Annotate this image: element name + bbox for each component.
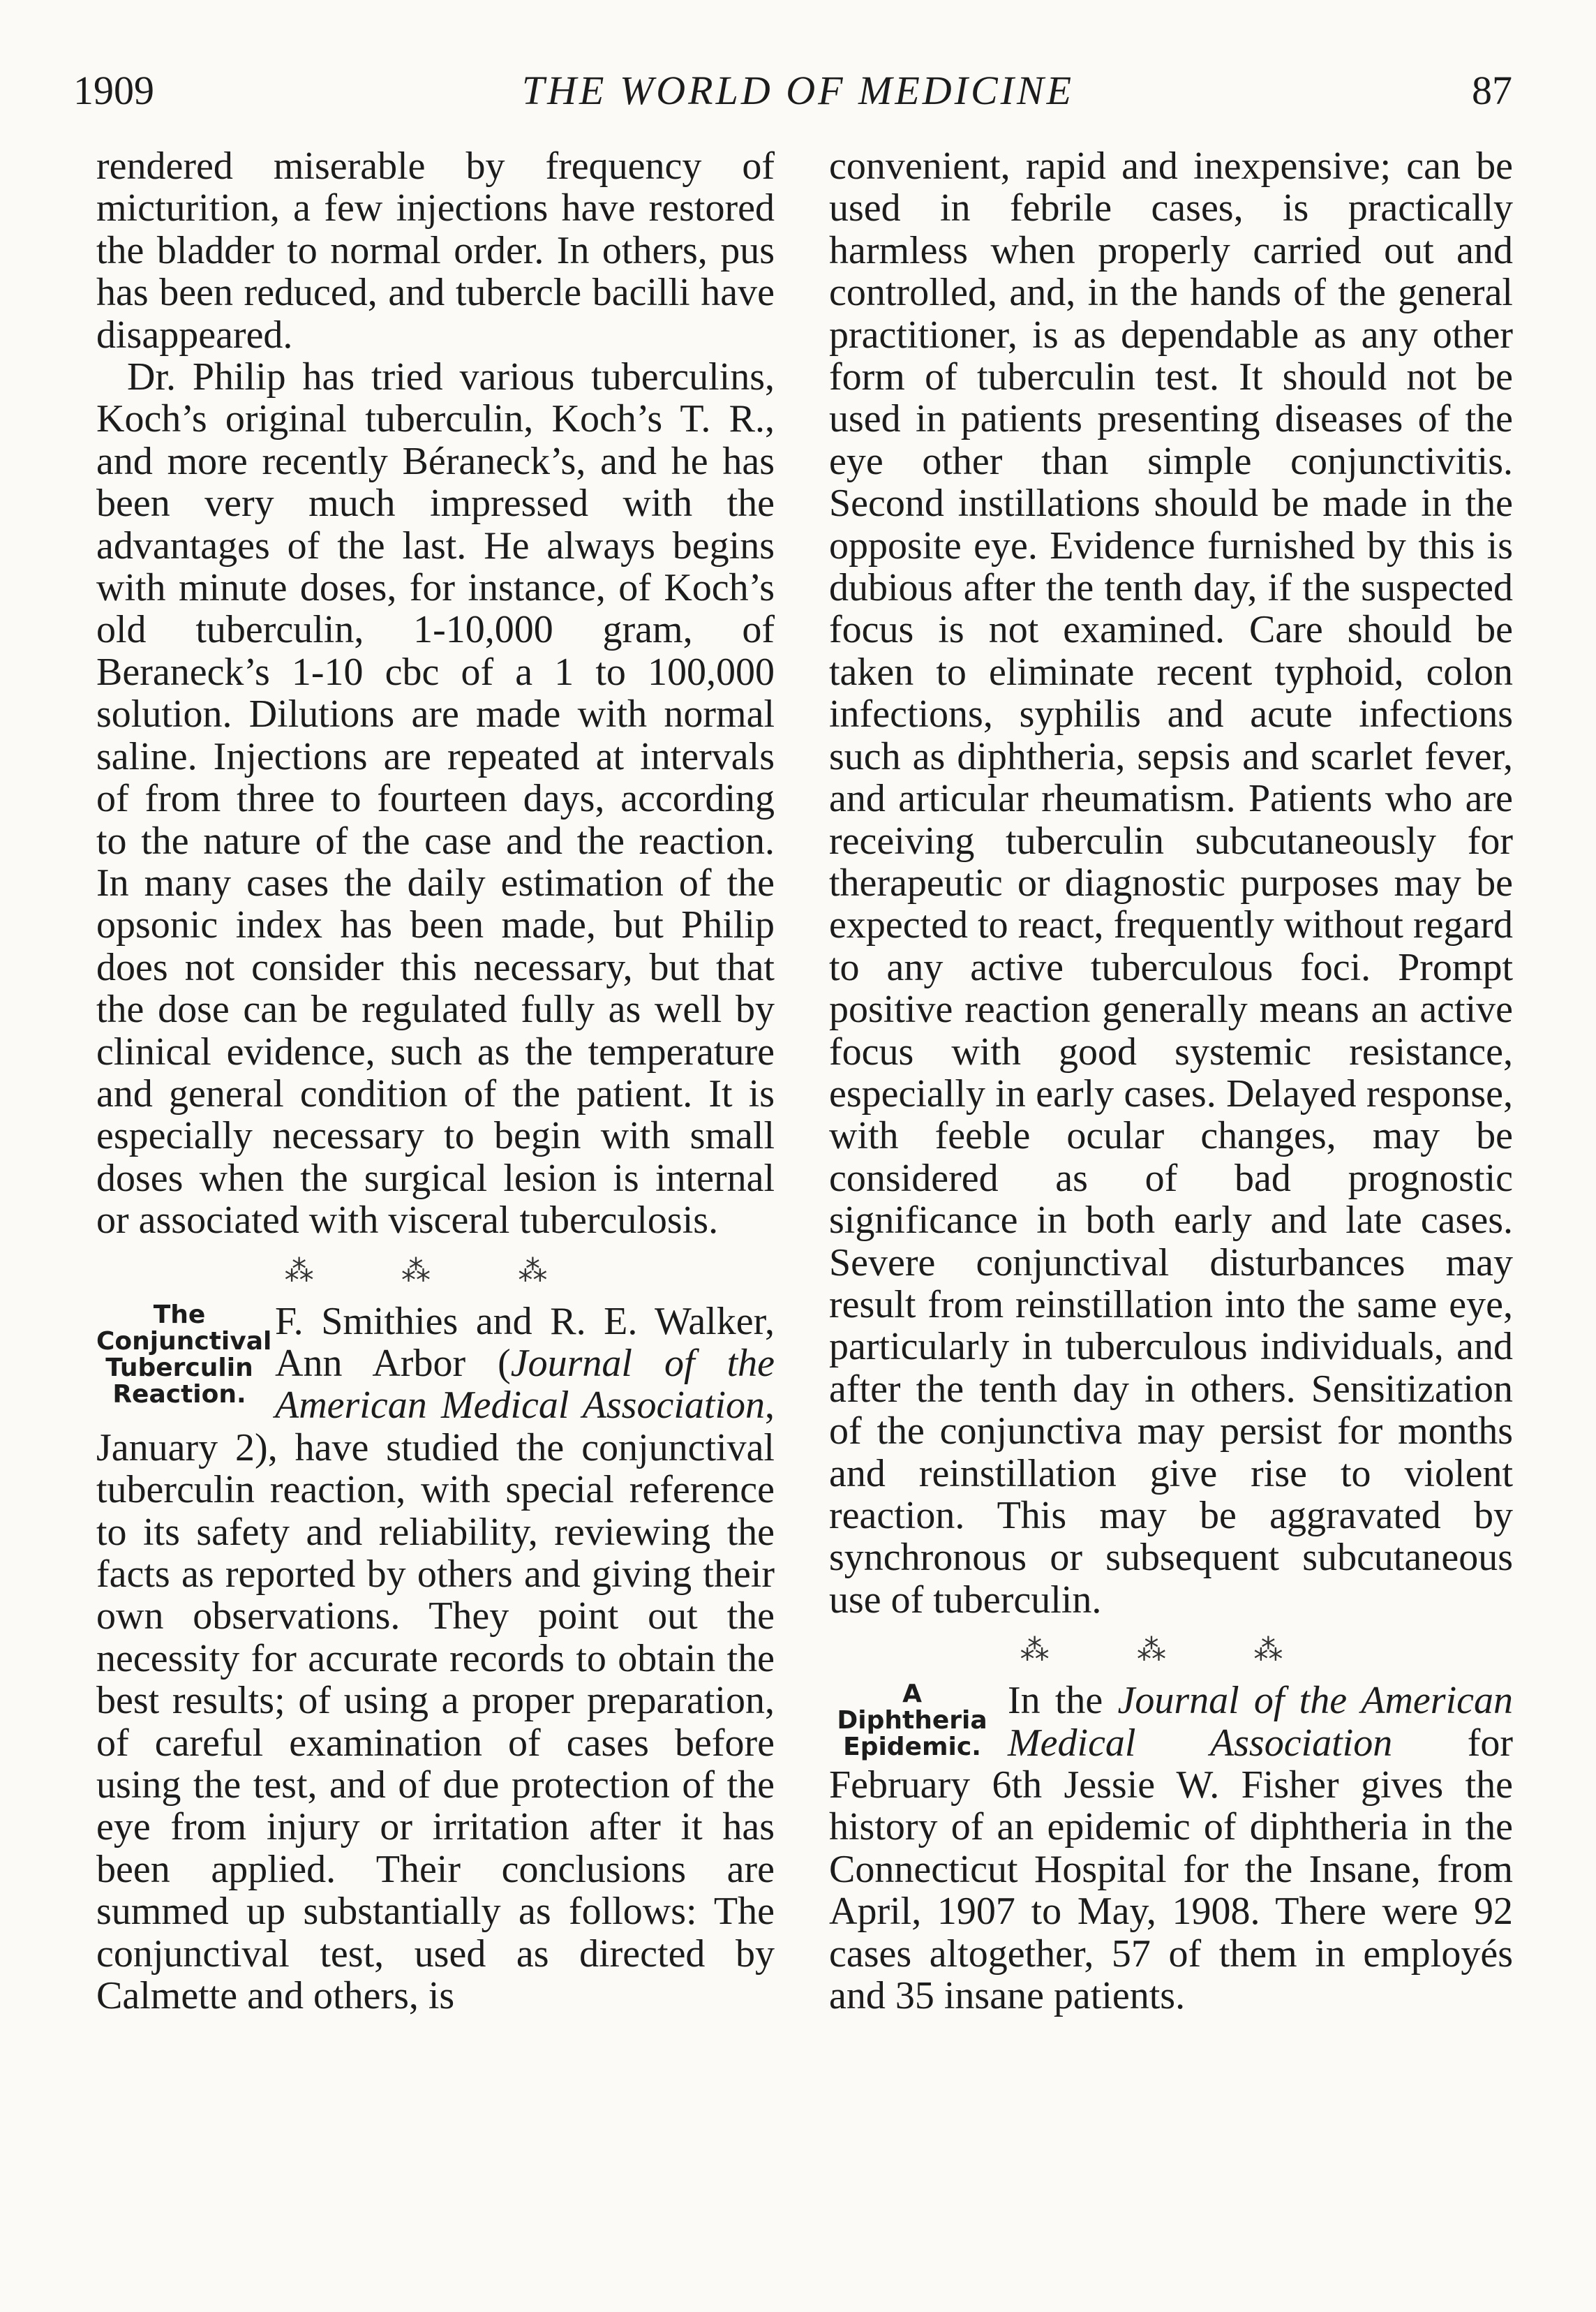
side-heading-line: Reaction. — [112, 1379, 246, 1409]
section-ornament: ⁂ ⁂ ⁂ — [1020, 1633, 1322, 1668]
journal-title: Journal of the American Medical Association — [1008, 1679, 1513, 1765]
paragraph: convenient, rapid and inexpensive; can be used in febrile cases, is practically harmless when properly carried out and controlled, and, in the hands of the general practitioner, is as dependable as any other form of tuberculin test. It should not be used in patients presenting diseases of the eye other than simple conjunctivitis. Second instillations should be made in the opposite eye. Evidence furnished by this is dubious after the tenth day, if the suspected focus is not examined. Care should be taken to eliminate recent typhoid, colon infections, syphilis and acute infections such as diphtheria, sepsis and scarlet fever, and articular rheumatism. Patients who are receiving tuberculin subcutaneously for therapeutic or diagnostic purposes may be expected to react, frequently without regard to any active tuberculous foci. Prompt positive reaction generally means an active focus with good systemic resistance, especially in early cases. Delayed response, with feeble ocular changes, may be considered as of bad prognostic significance in both early and late cases. Severe conjunctival disturbances may result from reinstillation into the same eye, particularly in tuberculous individuals, and after the tenth day in others. Sensitization of the conjunctiva may persist for months and reinstillation give rise to violent reaction. This may be aggravated by synchronous or subsequent subcutaneous use of tuberculin. — [829, 144, 1513, 1622]
article-conjunctival-tuberculin-reaction — [96, 1300, 775, 2017]
side-heading-line: The — [153, 1300, 206, 1329]
side-heading-line: Epidemic. — [843, 1733, 981, 1762]
text-run: for February 6th Jessie W. Fisher gives the history of an epidemic of diphtheria in the Connecticut Hospital for the Insane, from April, 1907 to May, 1908. There were 92 cases altogether, 57 of them in employés and 35 insane patients. — [829, 1721, 1513, 2018]
page-number: 87 — [1472, 68, 1512, 113]
text-run: , January 2), have studied the conjunctival tuberculin reaction, with special reference to its safety and reliability, reviewing the facts as reported by others and giving their own observations. They point out the necessity for accurate records to obtain the best results; of using a proper preparation, of careful examination of cases before using the test, and of due protection of the eye from injury or irritation after it has been applied. Their conclusions are summed up substantially as follows: The conjunctival test, used as directed by Calmette and others, is — [96, 1384, 775, 2018]
paragraph: Dr. Philip has tried various tuberculins, Koch’s original tuberculin, Koch’s T. R., and more recently Béraneck’s, and he has been very much impressed with the advantages of the last. He always begins with minute doses, for instance, of Koch’s old tuberculin, 1-10,000 gram, of Beraneck’s 1-10 cbc of a 1 to 100,000 solution. Dilutions are made with normal saline. Injections are repeated at intervals of from three to fourteen days, according to the nature of the case and the reaction. In many cases the daily estimation of the opsonic index has been made, but Philip does not consider this necessary, but that the dose can be regulated fully as well by clinical evidence, such as the temperature and general condition of the patient. It is especially necessary to begin with small doses when the surgical lesion is internal or associated with visceral tuberculosis. — [96, 355, 775, 1243]
right-column — [829, 145, 1513, 2017]
side-heading — [96, 1300, 272, 1409]
article-diphtheria-epidemic — [829, 1680, 1513, 2017]
page-header — [0, 67, 1596, 123]
left-column — [96, 145, 775, 2017]
running-title: THE WORLD OF MEDICINE — [521, 68, 1075, 113]
side-heading-line: Diphtheria — [837, 1706, 987, 1735]
text-run: In the — [1008, 1679, 1118, 1723]
side-heading-line: A — [902, 1680, 922, 1709]
journal-title: Journal of the American Medical Association — [275, 1341, 775, 1428]
header-year: 1909 — [73, 68, 154, 113]
side-heading-line: Conjunctival — [96, 1326, 272, 1356]
text-run: F. Smithies and R. E. Walker, Ann Arbor ( — [275, 1299, 775, 1385]
side-heading — [829, 1681, 995, 1761]
paragraph: rendered miserable by frequency of micturition, a few injections have restored the bladder to normal order. In others, pus has been reduced, and tubercle bacilli have disappeared. — [96, 144, 775, 357]
side-heading-line: Tuberculin — [105, 1353, 253, 1382]
section-ornament: ⁂ ⁂ ⁂ — [284, 1253, 587, 1288]
